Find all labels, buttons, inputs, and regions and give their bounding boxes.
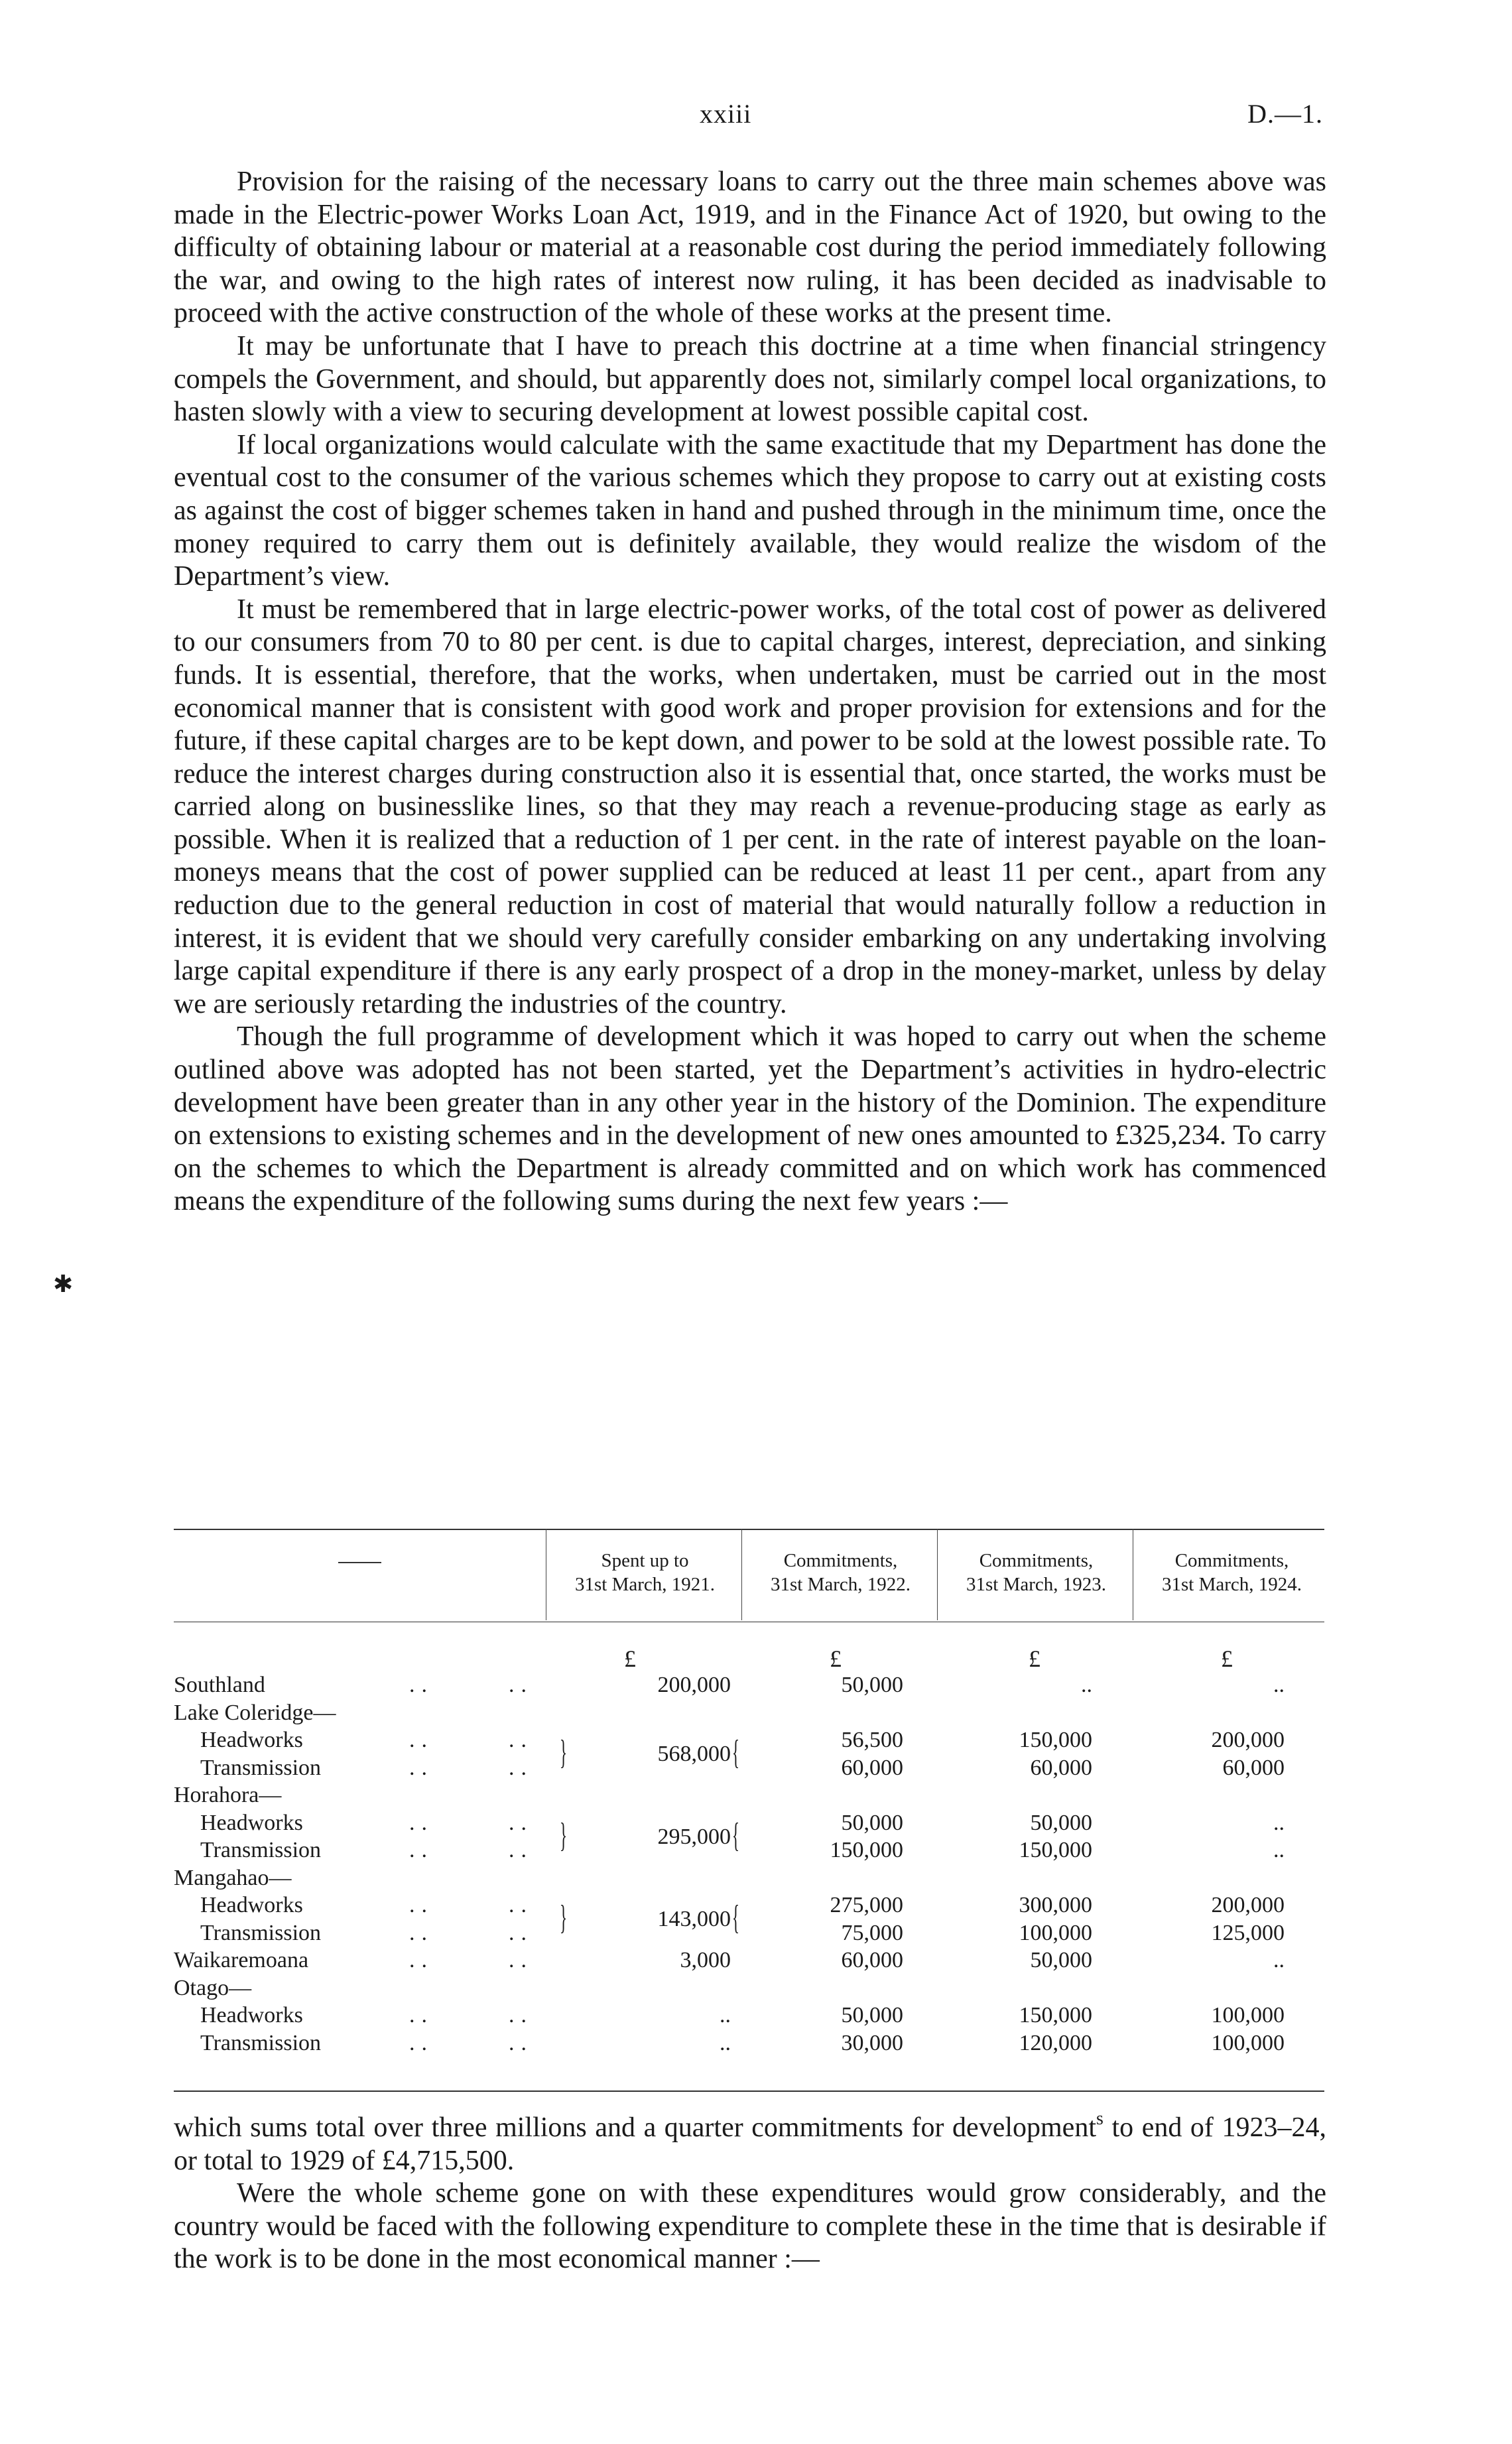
page-number: xxiii [700, 99, 752, 129]
cell-1924: .. [1273, 1810, 1285, 1835]
table-row-group [174, 1699, 1324, 1727]
cell-spent-combined: 143,000 [657, 1907, 731, 1931]
column-header-line: 31st March, 1924. [1161, 1574, 1302, 1595]
table-row-group [174, 1974, 1324, 2002]
cell-1924: 200,000 [1211, 1728, 1285, 1752]
leader-dots: .. [509, 1728, 533, 1752]
leader-dots: .. [509, 1948, 533, 1972]
row-label: Headworks [200, 1810, 303, 1835]
currency-symbol: £ [830, 1645, 842, 1672]
cell-1922: 30,000 [841, 2030, 903, 2055]
margin-mark: ✱ [53, 1271, 74, 1297]
leader-dots: .. [409, 1755, 434, 1780]
cell-1922: 75,000 [841, 1920, 903, 1945]
table-row [174, 1919, 1324, 1947]
document-reference: D.—1. [1247, 99, 1323, 129]
leader-dots: .. [409, 2003, 434, 2027]
cell-1923: 100,000 [1019, 1920, 1092, 1945]
cell-1924: 200,000 [1211, 1893, 1285, 1917]
leader-dots: .. [509, 1755, 533, 1780]
cell-1923: 150,000 [1019, 2003, 1092, 2027]
column-header-1924 [1137, 1549, 1326, 1596]
cell-1924: 125,000 [1211, 1920, 1285, 1945]
cell-1922: 275,000 [830, 1893, 903, 1917]
left-brace: } [559, 1734, 568, 1771]
leader-dots: .. [409, 1838, 434, 1862]
row-label: Transmission [200, 1838, 322, 1862]
row-label: Transmission [200, 1755, 322, 1780]
cell-1924: .. [1273, 1673, 1285, 1697]
row-label: Southland [174, 1673, 265, 1697]
leader-dots: .. [409, 2030, 434, 2055]
cell-1922: 50,000 [841, 1673, 903, 1697]
table-row [174, 2029, 1324, 2057]
currency-symbol: £ [1221, 1645, 1233, 1672]
row-label: Headworks [200, 1728, 303, 1752]
cell-1922: 60,000 [841, 1948, 903, 1972]
cell-1922: 150,000 [830, 1838, 903, 1862]
right-brace: { [731, 1899, 740, 1937]
closing-line: which sums total over three millions and a quarter commitments for development [174, 2112, 1096, 2143]
cell-1924: .. [1273, 1838, 1285, 1862]
column-header-line: Spent up to [601, 1550, 689, 1571]
group-label: Horahora— [174, 1783, 282, 1807]
cell-spent-combined: 568,000 [657, 1742, 731, 1766]
column-divider [741, 1529, 742, 1620]
cell-spent-combined: 295,000 [657, 1824, 731, 1849]
table-row [174, 2002, 1324, 2029]
table-bottom-rule [174, 2090, 1324, 2092]
leader-dots: .. [509, 2030, 533, 2055]
column-header-line: Commitments, [1174, 1550, 1289, 1571]
cell-1924: .. [1273, 1948, 1285, 1972]
leader-dots: .. [409, 1948, 434, 1972]
paragraph: It must be remembered that in large electric-power works, of the total cost of power as delivered to our consumers from 70 to 80 per cent. is due to capital charges, interest, depreciation, and sinking funds. It is essential, therefore, that the works, when undertaken, must be carried out in the most economical manner that is consistent with good work and proper provision for extensions and for the future, if these capital charges are to be kept down, and power to be sold at the lowest possible rate. To reduce the interest charges during construction also it is essential that, once started, the works must be carried along on businesslike lines, so that they may reach a revenue-producing stage as early as possible. When it is realized that a reduction of 1 per cent. in the rate of interest payable on the loan-moneys means that the cost of power supplied can be reduced at least 11 per cent., apart from any reduction due to the general reduction in cost of material that would naturally follow a reduction in interest, it is evident that we should very carefully consider embarking on any undertaking involving large capital expenditure if there is any early prospect of a drop in the money-market, unless by delay we are seriously retarding the industries of the country. [174, 594, 1326, 1019]
column-header-line: Commitments, [783, 1550, 898, 1571]
leader-dots: .. [409, 1673, 434, 1697]
leader-dots: .. [509, 2003, 533, 2027]
right-brace: { [731, 1816, 740, 1854]
closing-superscript: s [1096, 2108, 1103, 2129]
cell-1923: 120,000 [1019, 2030, 1092, 2055]
currency-symbol: £ [1029, 1645, 1040, 1672]
row-label: Waikaremoana [174, 1948, 309, 1972]
leader-dots: .. [409, 1893, 434, 1917]
paragraph: If local organizations would calculate with the same exactitude that my Department has done the eventual cost to the consumer of the various schemes which they propose to carry out at existing costs as against the cost of bigger schemes taken in hand and pushed through in the minimum time, once the money required to carry them out is definitely available, they would realize the wisdom of the Department’s view. [174, 429, 1326, 592]
paragraph: It may be unfortunate that I have to preach this doctrine at a time when financial stringency compels the Government, and should, but apparently does not, similarly compel local organizations, to hasten slowly with a view to securing development at lowest possible capital cost. [174, 330, 1326, 428]
group-label: Mangahao— [174, 1865, 292, 1890]
cell-1923: 50,000 [1030, 1948, 1092, 1972]
column-divider [937, 1529, 938, 1620]
column-header-line: Commitments, [979, 1550, 1094, 1571]
group-label: Otago— [174, 1975, 252, 2000]
cell-1922: 56,500 [841, 1728, 903, 1752]
cell-1922: 50,000 [841, 1810, 903, 1835]
cell-1924: 100,000 [1211, 2003, 1285, 2027]
cell-1924: 100,000 [1211, 2030, 1285, 2055]
column-header-1923 [942, 1549, 1131, 1596]
leader-dots: .. [509, 1893, 533, 1917]
currency-symbol: £ [624, 1645, 636, 1672]
row-label: Transmission [200, 1920, 322, 1945]
table-row-group [174, 1781, 1324, 1809]
leader-dots: .. [509, 1838, 533, 1862]
leader-dots: .. [409, 1728, 434, 1752]
cell-spent: .. [720, 2003, 731, 2027]
table-body [174, 1671, 1324, 2057]
table-row [174, 1836, 1324, 1864]
closing-text [174, 2102, 1326, 2276]
leader-dots: .. [409, 1810, 434, 1835]
column-header-line: 31st March, 1922. [770, 1574, 911, 1595]
table-row [174, 1754, 1324, 1782]
table-row [174, 1947, 1324, 1974]
left-brace: } [559, 1816, 568, 1854]
row-label: Transmission [200, 2030, 322, 2055]
paragraph: Provision for the raising of the necessary loans to carry out the three main schemes above was made in the Electric-power Works Loan Act, 1919, and in the Finance Act of 1920, but owing to the difficulty of obtaining labour or material at a reasonable cost during the period immediately following the war, and owing to the high rates of interest now ruling, it has been decided as inadvisable to proceed with the active construction of the whole of these works at the present time. [174, 166, 1326, 329]
column-header-line: 31st March, 1921. [574, 1574, 716, 1595]
cell-1923: 50,000 [1030, 1810, 1092, 1835]
page-header [0, 98, 1512, 138]
cell-1923: 60,000 [1030, 1755, 1092, 1780]
left-brace: } [559, 1899, 568, 1937]
cell-1923: 150,000 [1019, 1728, 1092, 1752]
cell-1924: 60,000 [1222, 1755, 1285, 1780]
table-row-group [174, 1864, 1324, 1892]
cell-1922: 60,000 [841, 1755, 903, 1780]
leader-dots: .. [509, 1920, 533, 1945]
paragraph: Were the whole scheme gone on with these expenditures would grow considerably, and the country would be faced with the following expenditure to complete these in the time that is desirable if the work is to be done in the most economical manner :— [174, 2178, 1326, 2275]
cell-1922: 50,000 [841, 2003, 903, 2027]
group-label: Lake Coleridge— [174, 1700, 336, 1725]
column-header-spent [550, 1549, 739, 1596]
body-text [174, 166, 1326, 1218]
cell-spent: .. [720, 2030, 731, 2055]
leader-dots: .. [509, 1673, 533, 1697]
cell-1923: 150,000 [1019, 1838, 1092, 1862]
table-top-rule [174, 1529, 1324, 1530]
row-label: Headworks [200, 2003, 303, 2027]
leader-dots: .. [409, 1920, 434, 1945]
cell-spent: 3,000 [680, 1948, 731, 1972]
cell-1923: 300,000 [1019, 1893, 1092, 1917]
column-header-line: 31st March, 1923. [966, 1574, 1107, 1595]
right-brace: { [731, 1734, 740, 1771]
column-header-1922 [746, 1549, 935, 1596]
table-corner-dash [338, 1562, 381, 1563]
closing-line-rest: to end of 1923–24, or total to 1929 of £4,715,500. [174, 2112, 1326, 2176]
cell-spent: 200,000 [657, 1673, 731, 1697]
paragraph: Though the full programme of development which it was hoped to carry out when the scheme outlined above was adopted has not been started, yet the Department’s activities in hydro-electric development have been greater than in any other year in the history of the Dominion. The expenditure on extensions to existing schemes and in the development of new ones amounted to £325,234. To carry on the schemes to which the Department is already committed and on which work has commenced means the expenditure of the following sums during the next few years :— [174, 1021, 1326, 1217]
leader-dots: .. [509, 1810, 533, 1835]
table-row [174, 1671, 1324, 1699]
closing-sentence [174, 2102, 1326, 2177]
row-label: Headworks [200, 1893, 303, 1917]
cell-1923: .. [1081, 1673, 1092, 1697]
